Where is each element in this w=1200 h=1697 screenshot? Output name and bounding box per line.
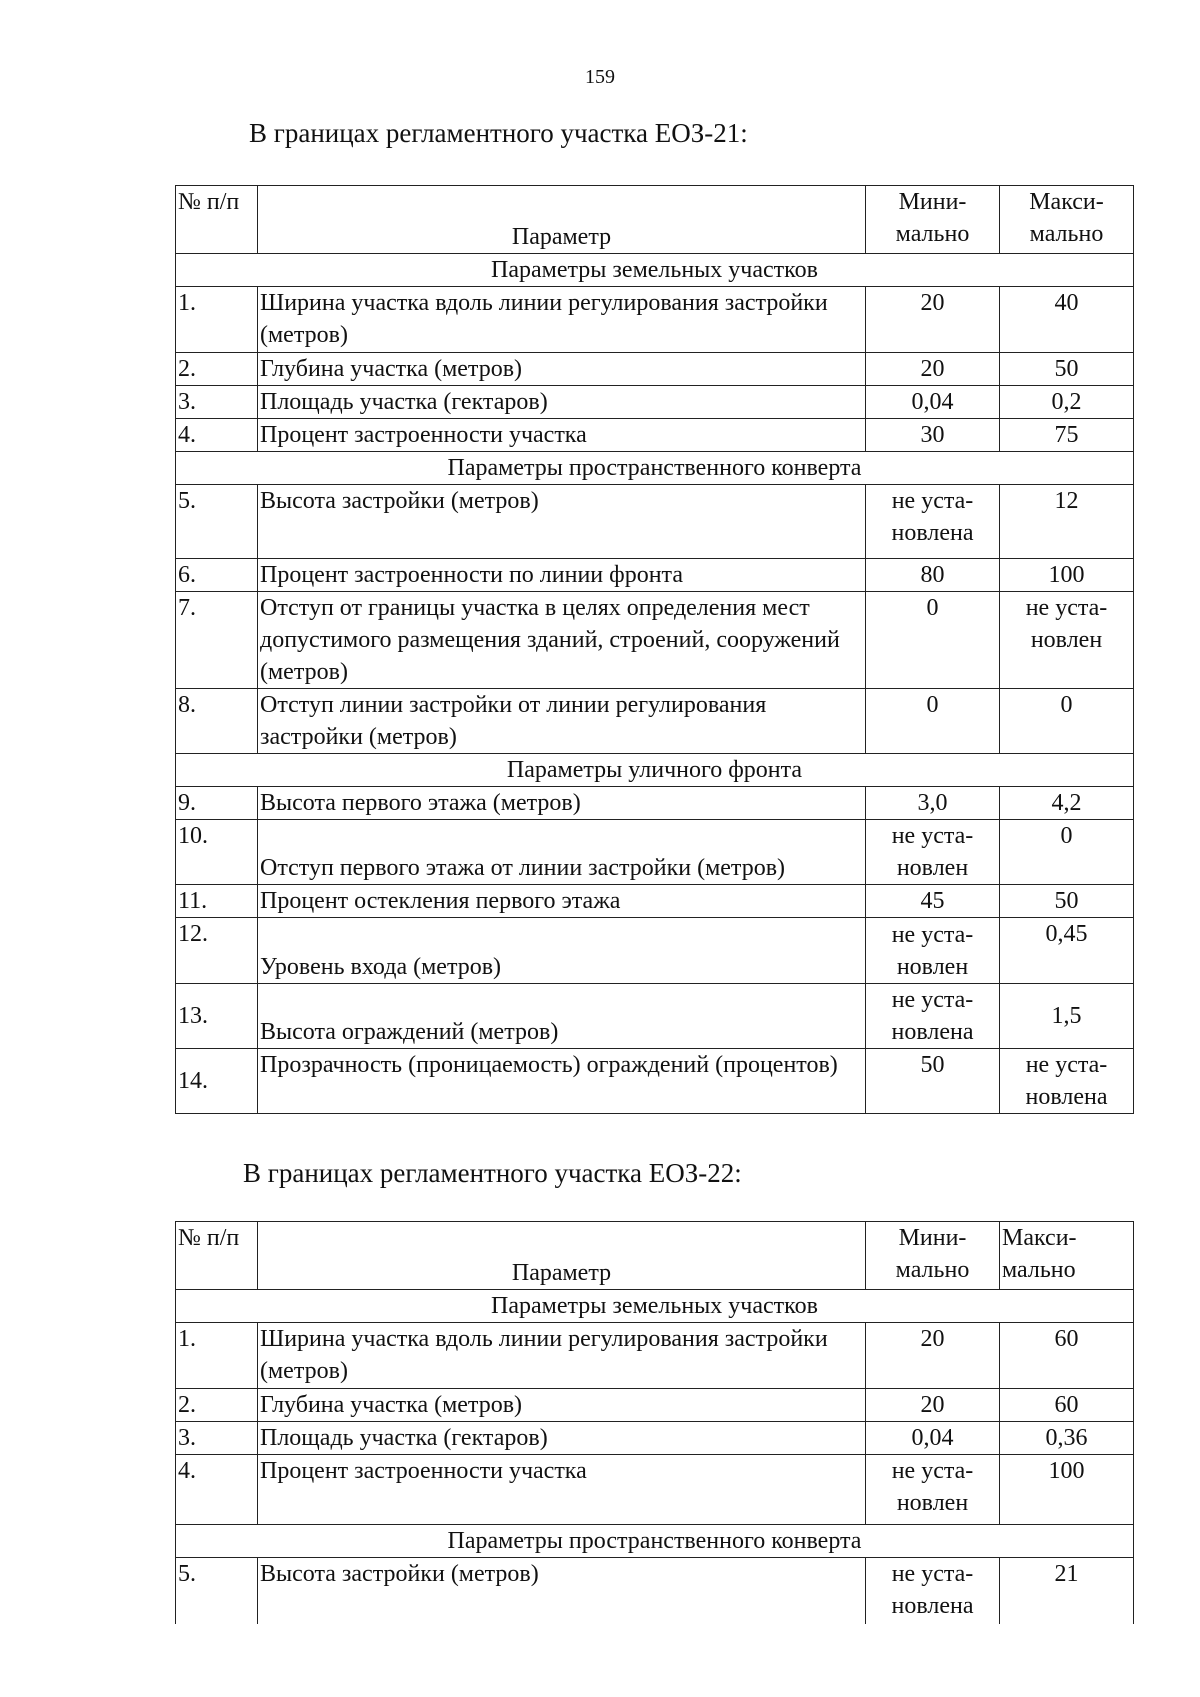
row-max: не уста- новлена	[1000, 1049, 1134, 1114]
row-max: 0	[1000, 820, 1134, 885]
row-num: 3.	[176, 1422, 258, 1455]
row-min: 20	[866, 1323, 1000, 1389]
row-max: 100	[1000, 1455, 1134, 1525]
row-num: 12.	[176, 918, 258, 984]
row-num: 1.	[176, 287, 258, 353]
row-max: 40	[1000, 287, 1134, 353]
row-min: 80	[866, 559, 1000, 592]
section-heading-eoz-21: В границах регламентного участка ЕОЗ-21:	[249, 118, 748, 148]
row-num: 14.	[176, 1049, 258, 1114]
row-num: 6.	[176, 559, 258, 592]
group-row	[176, 254, 1134, 287]
page-number: 159	[585, 66, 615, 88]
table-row	[176, 353, 1134, 386]
row-min: 3,0	[866, 787, 1000, 820]
row-param: Прозрачность (проницаемость) ограждений (процентов)	[258, 1049, 866, 1114]
group-row	[176, 452, 1134, 485]
table-row	[176, 1558, 1134, 1624]
row-max: 50	[1000, 353, 1134, 386]
header-min: Мини- мально	[866, 1222, 1000, 1290]
header-num: № п/п	[176, 1222, 258, 1290]
group-title: Параметры земельных участков	[176, 254, 1134, 287]
row-max: 75	[1000, 419, 1134, 452]
row-min: не уста- новлен	[866, 1455, 1000, 1525]
parameters-table-eoz-22	[175, 1221, 1134, 1624]
table-row	[176, 559, 1134, 592]
row-num: 11.	[176, 885, 258, 918]
row-min: 0,04	[866, 1422, 1000, 1455]
group-title: Параметры пространственного конверта	[176, 1525, 1134, 1558]
table-row	[176, 1323, 1134, 1389]
table-row	[176, 1049, 1134, 1114]
row-min: не уста- новлен	[866, 918, 1000, 984]
row-min: 50	[866, 1049, 1000, 1114]
table-row	[176, 1422, 1134, 1455]
row-max: 0,2	[1000, 386, 1134, 419]
row-param: Отступ линии застройки от линии регулирования застройки (метров)	[258, 689, 866, 754]
row-num: 4.	[176, 419, 258, 452]
header-max: Макси- мально	[1000, 1222, 1134, 1290]
row-min: 0	[866, 689, 1000, 754]
row-min: 20	[866, 353, 1000, 386]
table-row	[176, 918, 1134, 984]
header-min: Мини- мально	[866, 186, 1000, 254]
row-max: 21	[1000, 1558, 1134, 1624]
group-row	[176, 1290, 1134, 1323]
row-min: 20	[866, 1389, 1000, 1422]
row-num: 7.	[176, 592, 258, 689]
row-max: 4,2	[1000, 787, 1134, 820]
row-param: Высота первого этажа (метров)	[258, 787, 866, 820]
row-param: Глубина участка (метров)	[258, 1389, 866, 1422]
row-num: 5.	[176, 485, 258, 559]
row-max: 100	[1000, 559, 1134, 592]
row-param: Высота ограждений (метров)	[258, 984, 866, 1049]
row-min: не уста- новлена	[866, 1558, 1000, 1624]
group-title: Параметры уличного фронта	[176, 754, 1134, 787]
row-max: 0,36	[1000, 1422, 1134, 1455]
row-max: 0,45	[1000, 918, 1134, 984]
row-param: Отступ первого этажа от линии застройки (метров)	[258, 820, 866, 885]
row-param: Процент застроенности по линии фронта	[258, 559, 866, 592]
row-num: 2.	[176, 1389, 258, 1422]
row-min: 20	[866, 287, 1000, 353]
table-row	[176, 885, 1134, 918]
row-min: 0	[866, 592, 1000, 689]
header-num: № п/п	[176, 186, 258, 254]
row-param: Ширина участка вдоль линии регулирования застройки (метров)	[258, 1323, 866, 1389]
row-param: Процент остекления первого этажа	[258, 885, 866, 918]
table-row	[176, 419, 1134, 452]
group-row	[176, 1525, 1134, 1558]
header-param: Параметр	[258, 1222, 866, 1290]
row-num: 3.	[176, 386, 258, 419]
row-max: 12	[1000, 485, 1134, 559]
row-param: Процент застроенности участка	[258, 1455, 866, 1525]
row-num: 8.	[176, 689, 258, 754]
row-num: 10.	[176, 820, 258, 885]
row-param: Отступ от границы участка в целях определения мест допустимого размещения зданий, строений, сооружений (метров)	[258, 592, 866, 689]
row-max: 60	[1000, 1389, 1134, 1422]
group-title: Параметры земельных участков	[176, 1290, 1134, 1323]
header-max: Макси- мально	[1000, 186, 1134, 254]
table-row	[176, 820, 1134, 885]
row-num: 5.	[176, 1558, 258, 1624]
row-min: 0,04	[866, 386, 1000, 419]
row-num: 2.	[176, 353, 258, 386]
parameters-table-eoz-21	[175, 185, 1134, 1114]
row-param: Ширина участка вдоль линии регулирования застройки (метров)	[258, 287, 866, 353]
row-param: Площадь участка (гектаров)	[258, 1422, 866, 1455]
row-param: Процент застроенности участка	[258, 419, 866, 452]
row-num: 13.	[176, 984, 258, 1049]
table-row	[176, 787, 1134, 820]
group-title: Параметры пространственного конверта	[176, 452, 1134, 485]
table-row	[176, 485, 1134, 559]
table-row	[176, 386, 1134, 419]
row-num: 1.	[176, 1323, 258, 1389]
row-param: Высота застройки (метров)	[258, 1558, 866, 1624]
row-max: 0	[1000, 689, 1134, 754]
row-min: 45	[866, 885, 1000, 918]
header-param: Параметр	[258, 186, 866, 254]
row-param: Площадь участка (гектаров)	[258, 386, 866, 419]
row-param: Высота застройки (метров)	[258, 485, 866, 559]
row-max: 60	[1000, 1323, 1134, 1389]
group-row	[176, 754, 1134, 787]
row-param: Уровень входа (метров)	[258, 918, 866, 984]
row-num: 4.	[176, 1455, 258, 1525]
table-header-row	[176, 186, 1134, 254]
row-max: не уста- новлен	[1000, 592, 1134, 689]
table-row	[176, 1455, 1134, 1525]
table-row	[176, 287, 1134, 353]
row-max: 1,5	[1000, 984, 1134, 1049]
row-max: 50	[1000, 885, 1134, 918]
row-min: не уста- новлена	[866, 485, 1000, 559]
table-row	[176, 984, 1134, 1049]
table-row	[176, 1389, 1134, 1422]
table-row	[176, 689, 1134, 754]
row-min: не уста- новлен	[866, 820, 1000, 885]
table-row	[176, 592, 1134, 689]
row-param: Глубина участка (метров)	[258, 353, 866, 386]
row-num: 9.	[176, 787, 258, 820]
row-min: не уста- новлена	[866, 984, 1000, 1049]
table-header-row	[176, 1222, 1134, 1290]
row-min: 30	[866, 419, 1000, 452]
section-heading-eoz-22: В границах регламентного участка ЕОЗ-22:	[243, 1158, 742, 1188]
